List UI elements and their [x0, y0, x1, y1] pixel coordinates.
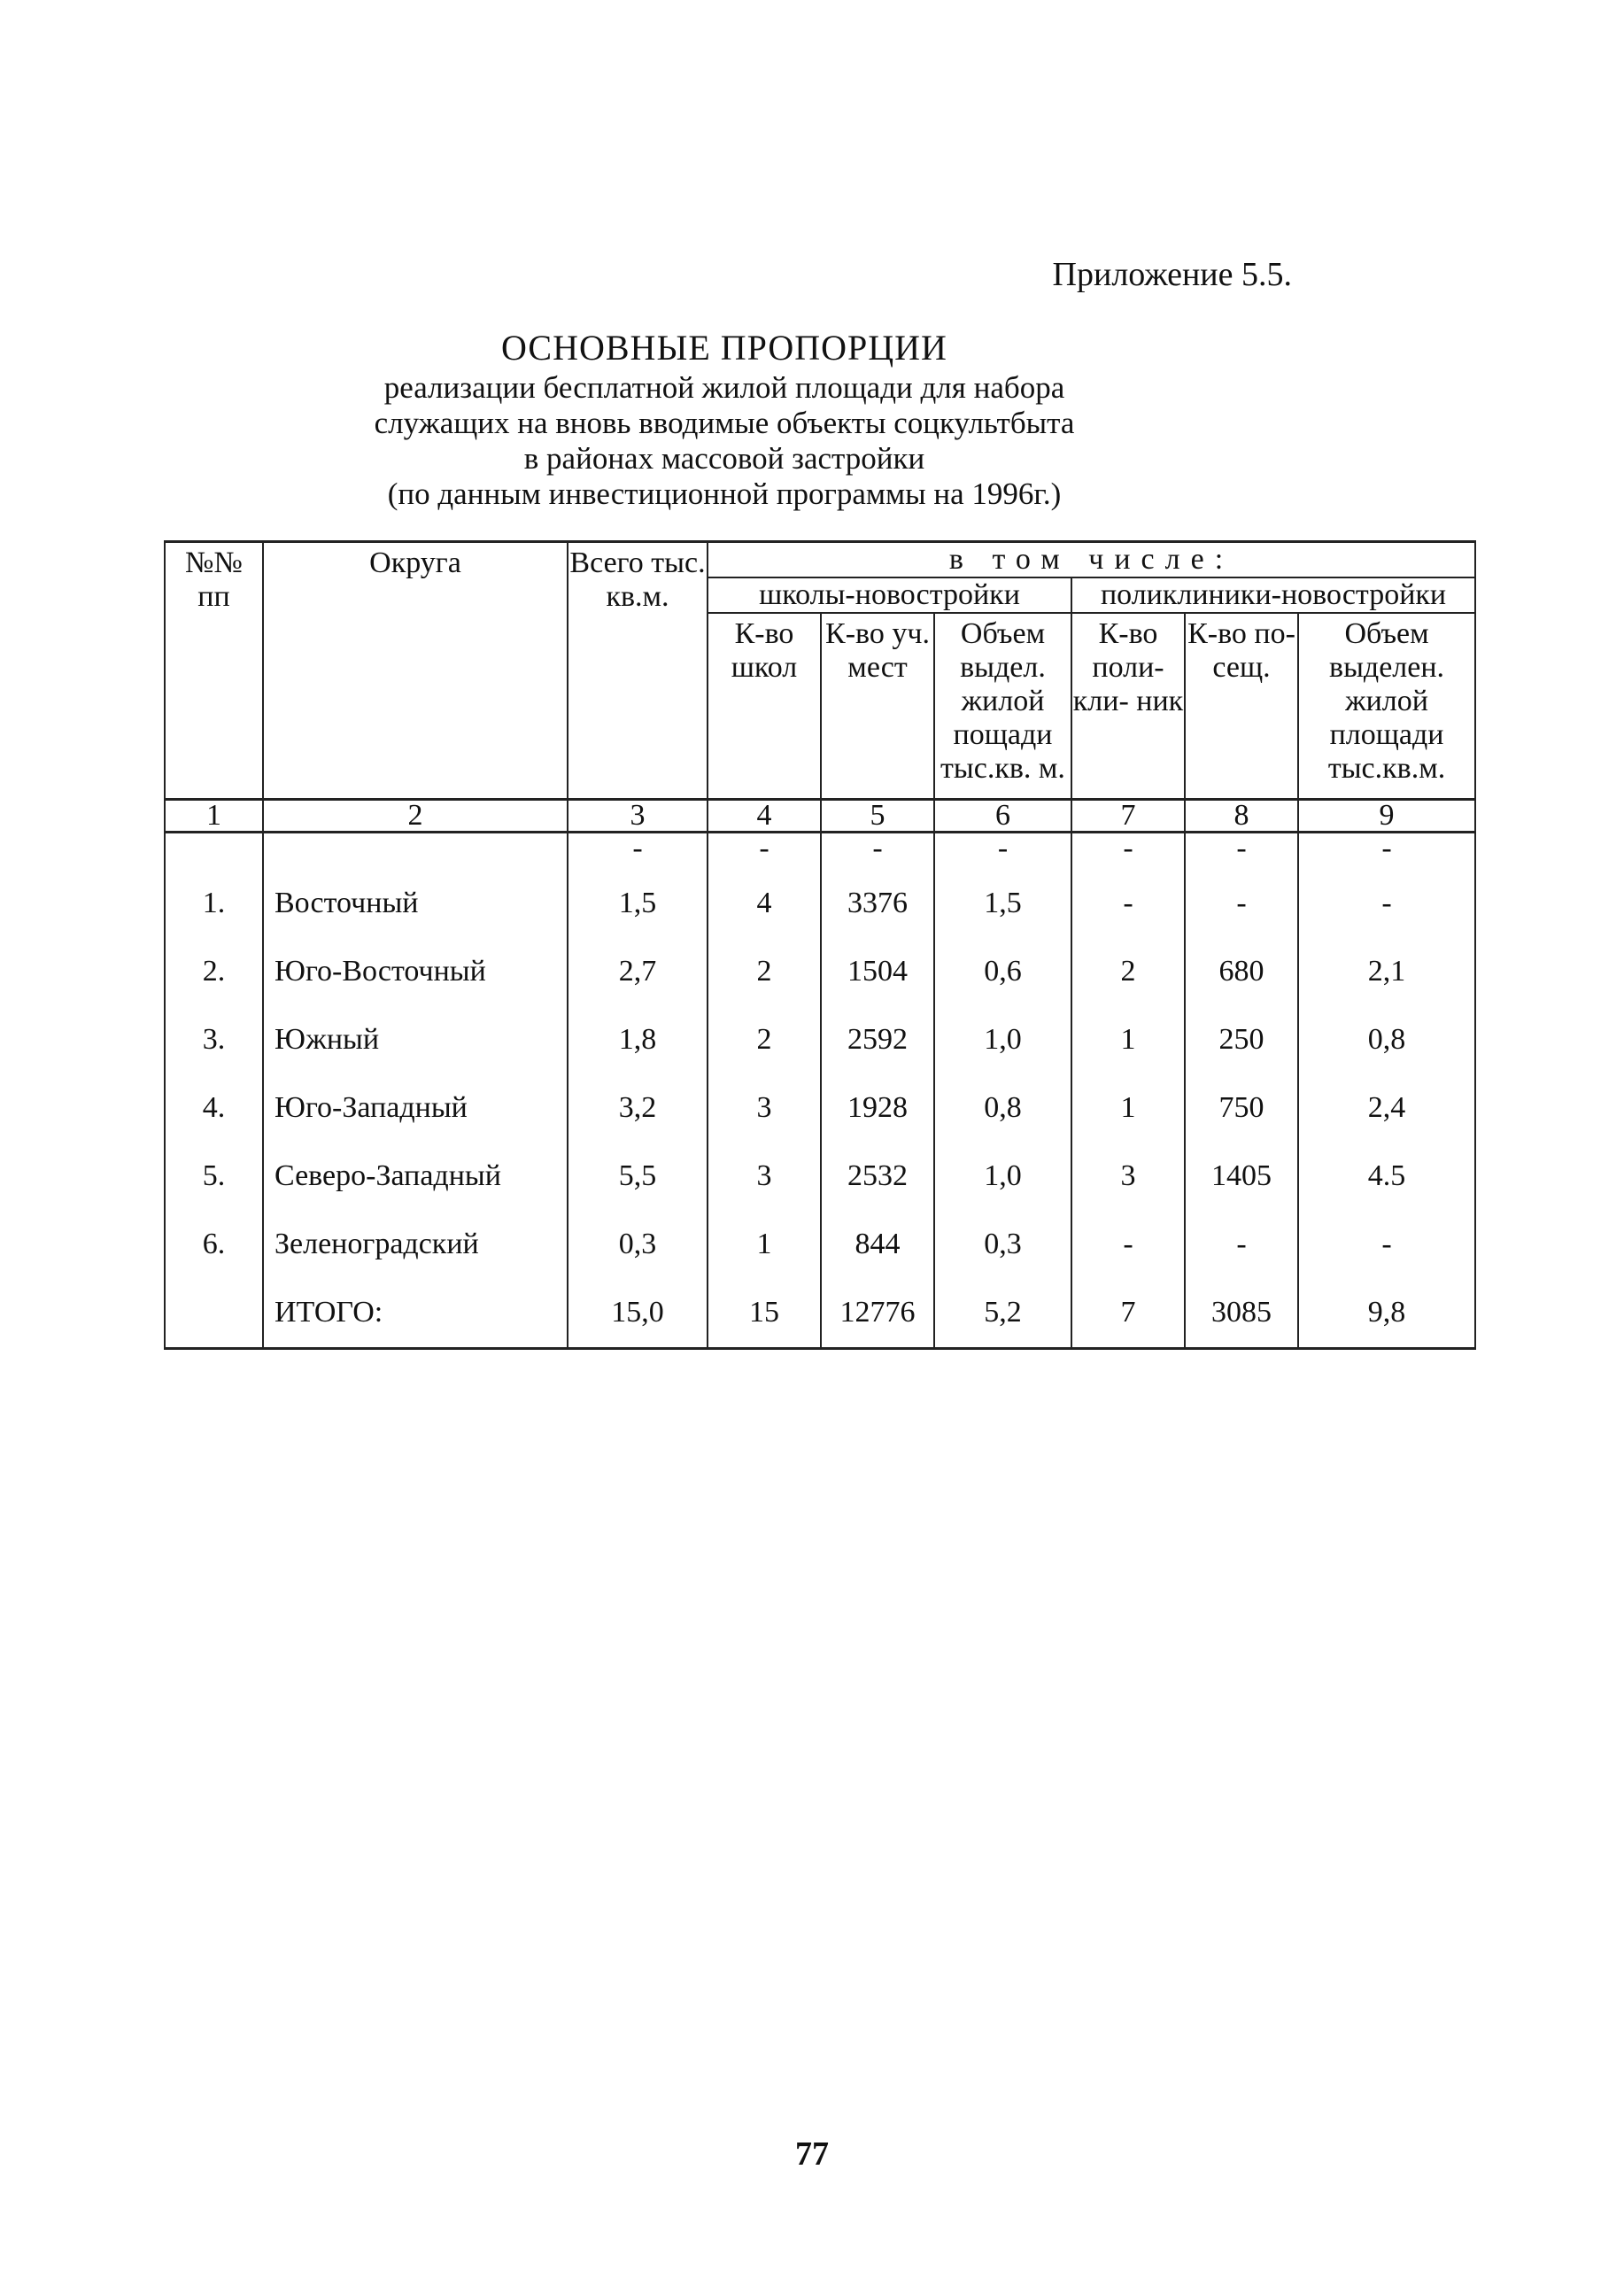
table-row [165, 1005, 1475, 1073]
table-cell-n: 6. [165, 1210, 263, 1278]
table-body [165, 869, 1475, 1349]
table-cell-sa: 1,5 [934, 869, 1071, 937]
subtitle-line: реализации бесплатной жилой площади для набора [383, 370, 1065, 405]
table-cell-cc: - [1071, 1210, 1185, 1278]
table-cell-n: 3. [165, 1005, 263, 1073]
col-number: 9 [1298, 800, 1475, 833]
header-school-count: К-во школ [708, 613, 821, 800]
dash-cell [165, 833, 263, 870]
header-clinic-visits: К-во по- сещ. [1185, 613, 1298, 800]
dash-cell: - [1185, 833, 1298, 870]
table-cell-sc: 2 [708, 1005, 821, 1073]
table-cell-ca: 2,1 [1298, 937, 1475, 1005]
table-cell-sc: 4 [708, 869, 821, 937]
table-cell-okrug: Восточный [263, 869, 568, 937]
table-row [165, 1073, 1475, 1142]
table-cell-sp: 2592 [821, 1005, 934, 1073]
table-cell-cv: 680 [1185, 937, 1298, 1005]
dash-cell [263, 833, 568, 870]
table-cell-cc: - [1071, 869, 1185, 937]
table-cell-ca: - [1298, 1210, 1475, 1278]
table-cell-sc: 3 [708, 1073, 821, 1142]
table-cell-n: 2. [165, 937, 263, 1005]
table-row [165, 869, 1475, 937]
table-cell-sp: 844 [821, 1210, 934, 1278]
table-cell-cc: 1 [1071, 1005, 1185, 1073]
header-included: в том числе: [708, 542, 1475, 578]
table-cell-ca: 4.5 [1298, 1142, 1475, 1210]
table-cell-total: 3,2 [568, 1073, 708, 1142]
header-okrug: Округа [263, 542, 568, 800]
dash-cell: - [568, 833, 708, 870]
header-clinic-area: Объем выделен. жилой площади тыс.кв.м. [1298, 613, 1475, 800]
table-cell-ca: - [1298, 869, 1475, 937]
table-cell-cc: 3 [1071, 1142, 1185, 1210]
total-cell-ca: 9,8 [1298, 1278, 1475, 1349]
total-cell-okrug: ИТОГО: [263, 1278, 568, 1349]
table-cell-sp: 1928 [821, 1073, 934, 1142]
total-row [165, 1278, 1475, 1349]
table-cell-total: 0,3 [568, 1210, 708, 1278]
table-cell-okrug: Юго-Восточный [263, 937, 568, 1005]
dash-cell: - [1071, 833, 1185, 870]
dash-cell: - [1298, 833, 1475, 870]
table-cell-n: 4. [165, 1073, 263, 1142]
document-title: ОСНОВНЫЕ ПРОПОРЦИИ [501, 328, 947, 368]
dash-cell: - [821, 833, 934, 870]
table-cell-sp: 2532 [821, 1142, 934, 1210]
col-number: 6 [934, 800, 1071, 833]
proportions-table [164, 540, 1476, 1350]
table-cell-okrug: Зеленоградский [263, 1210, 568, 1278]
table-cell-cv: 1405 [1185, 1142, 1298, 1210]
table-cell-sa: 0,3 [934, 1210, 1071, 1278]
table-cell-total: 1,8 [568, 1005, 708, 1073]
table-cell-sp: 1504 [821, 937, 934, 1005]
table-cell-ca: 2,4 [1298, 1073, 1475, 1142]
col-number: 5 [821, 800, 934, 833]
col-number: 7 [1071, 800, 1185, 833]
header-schools: школы-новостройки [708, 577, 1071, 613]
table-row [165, 1142, 1475, 1210]
table-cell-sa: 0,8 [934, 1073, 1071, 1142]
table-cell-okrug: Юго-Западный [263, 1073, 568, 1142]
table-cell-sc: 1 [708, 1210, 821, 1278]
table-cell-total: 5,5 [568, 1142, 708, 1210]
title-block [0, 326, 1449, 512]
header-total: Всего тыс. кв.м. [568, 542, 708, 800]
table-cell-n: 5. [165, 1142, 263, 1210]
table-row [165, 937, 1475, 1005]
col-number: 4 [708, 800, 821, 833]
subtitle-line: (по данным инвестиционной программы на 1996г.) [387, 477, 1062, 511]
col-number: 1 [165, 800, 263, 833]
table-cell-okrug: Северо-Западный [263, 1142, 568, 1210]
table-cell-sa: 0,6 [934, 937, 1071, 1005]
table-cell-sc: 2 [708, 937, 821, 1005]
table-cell-total: 1,5 [568, 869, 708, 937]
total-cell-cc: 7 [1071, 1278, 1185, 1349]
total-cell-sc: 15 [708, 1278, 821, 1349]
appendix-label: Приложение 5.5. [1052, 256, 1292, 293]
page-number: 77 [795, 2135, 829, 2173]
table-cell-sp: 3376 [821, 869, 934, 937]
table-cell-cv: 750 [1185, 1073, 1298, 1142]
total-cell-cv: 3085 [1185, 1278, 1298, 1349]
total-cell-n [165, 1278, 263, 1349]
header-num: №№ пп [165, 542, 263, 800]
col-number: 8 [1185, 800, 1298, 833]
table-cell-cv: 250 [1185, 1005, 1298, 1073]
header-clinic-count: К-во поли- кли- ник [1071, 613, 1185, 800]
dash-cell: - [708, 833, 821, 870]
header-school-area: Объем выдел. жилой пощади тыс.кв. м. [934, 613, 1071, 800]
total-cell-total: 15,0 [568, 1278, 708, 1349]
table-cell-cv: - [1185, 869, 1298, 937]
table-cell-ca: 0,8 [1298, 1005, 1475, 1073]
table-cell-sc: 3 [708, 1142, 821, 1210]
subtitle-line: служащих на вновь вводимые объекты соцкультбыта [374, 406, 1075, 440]
table-cell-sa: 1,0 [934, 1142, 1071, 1210]
total-cell-sp: 12776 [821, 1278, 934, 1349]
header-clinics: поликлиники-новостройки [1071, 577, 1475, 613]
dash-cell: - [934, 833, 1071, 870]
table-cell-cc: 2 [1071, 937, 1185, 1005]
table-cell-sa: 1,0 [934, 1005, 1071, 1073]
col-number: 2 [263, 800, 568, 833]
total-cell-sa: 5,2 [934, 1278, 1071, 1349]
table-cell-n: 1. [165, 869, 263, 937]
table-cell-okrug: Южный [263, 1005, 568, 1073]
header-school-places: К-во уч. мест [821, 613, 934, 800]
col-number: 3 [568, 800, 708, 833]
table-cell-cv: - [1185, 1210, 1298, 1278]
subtitle-line: в районах массовой застройки [523, 441, 925, 476]
table-cell-total: 2,7 [568, 937, 708, 1005]
table-cell-cc: 1 [1071, 1073, 1185, 1142]
table-row [165, 1210, 1475, 1278]
